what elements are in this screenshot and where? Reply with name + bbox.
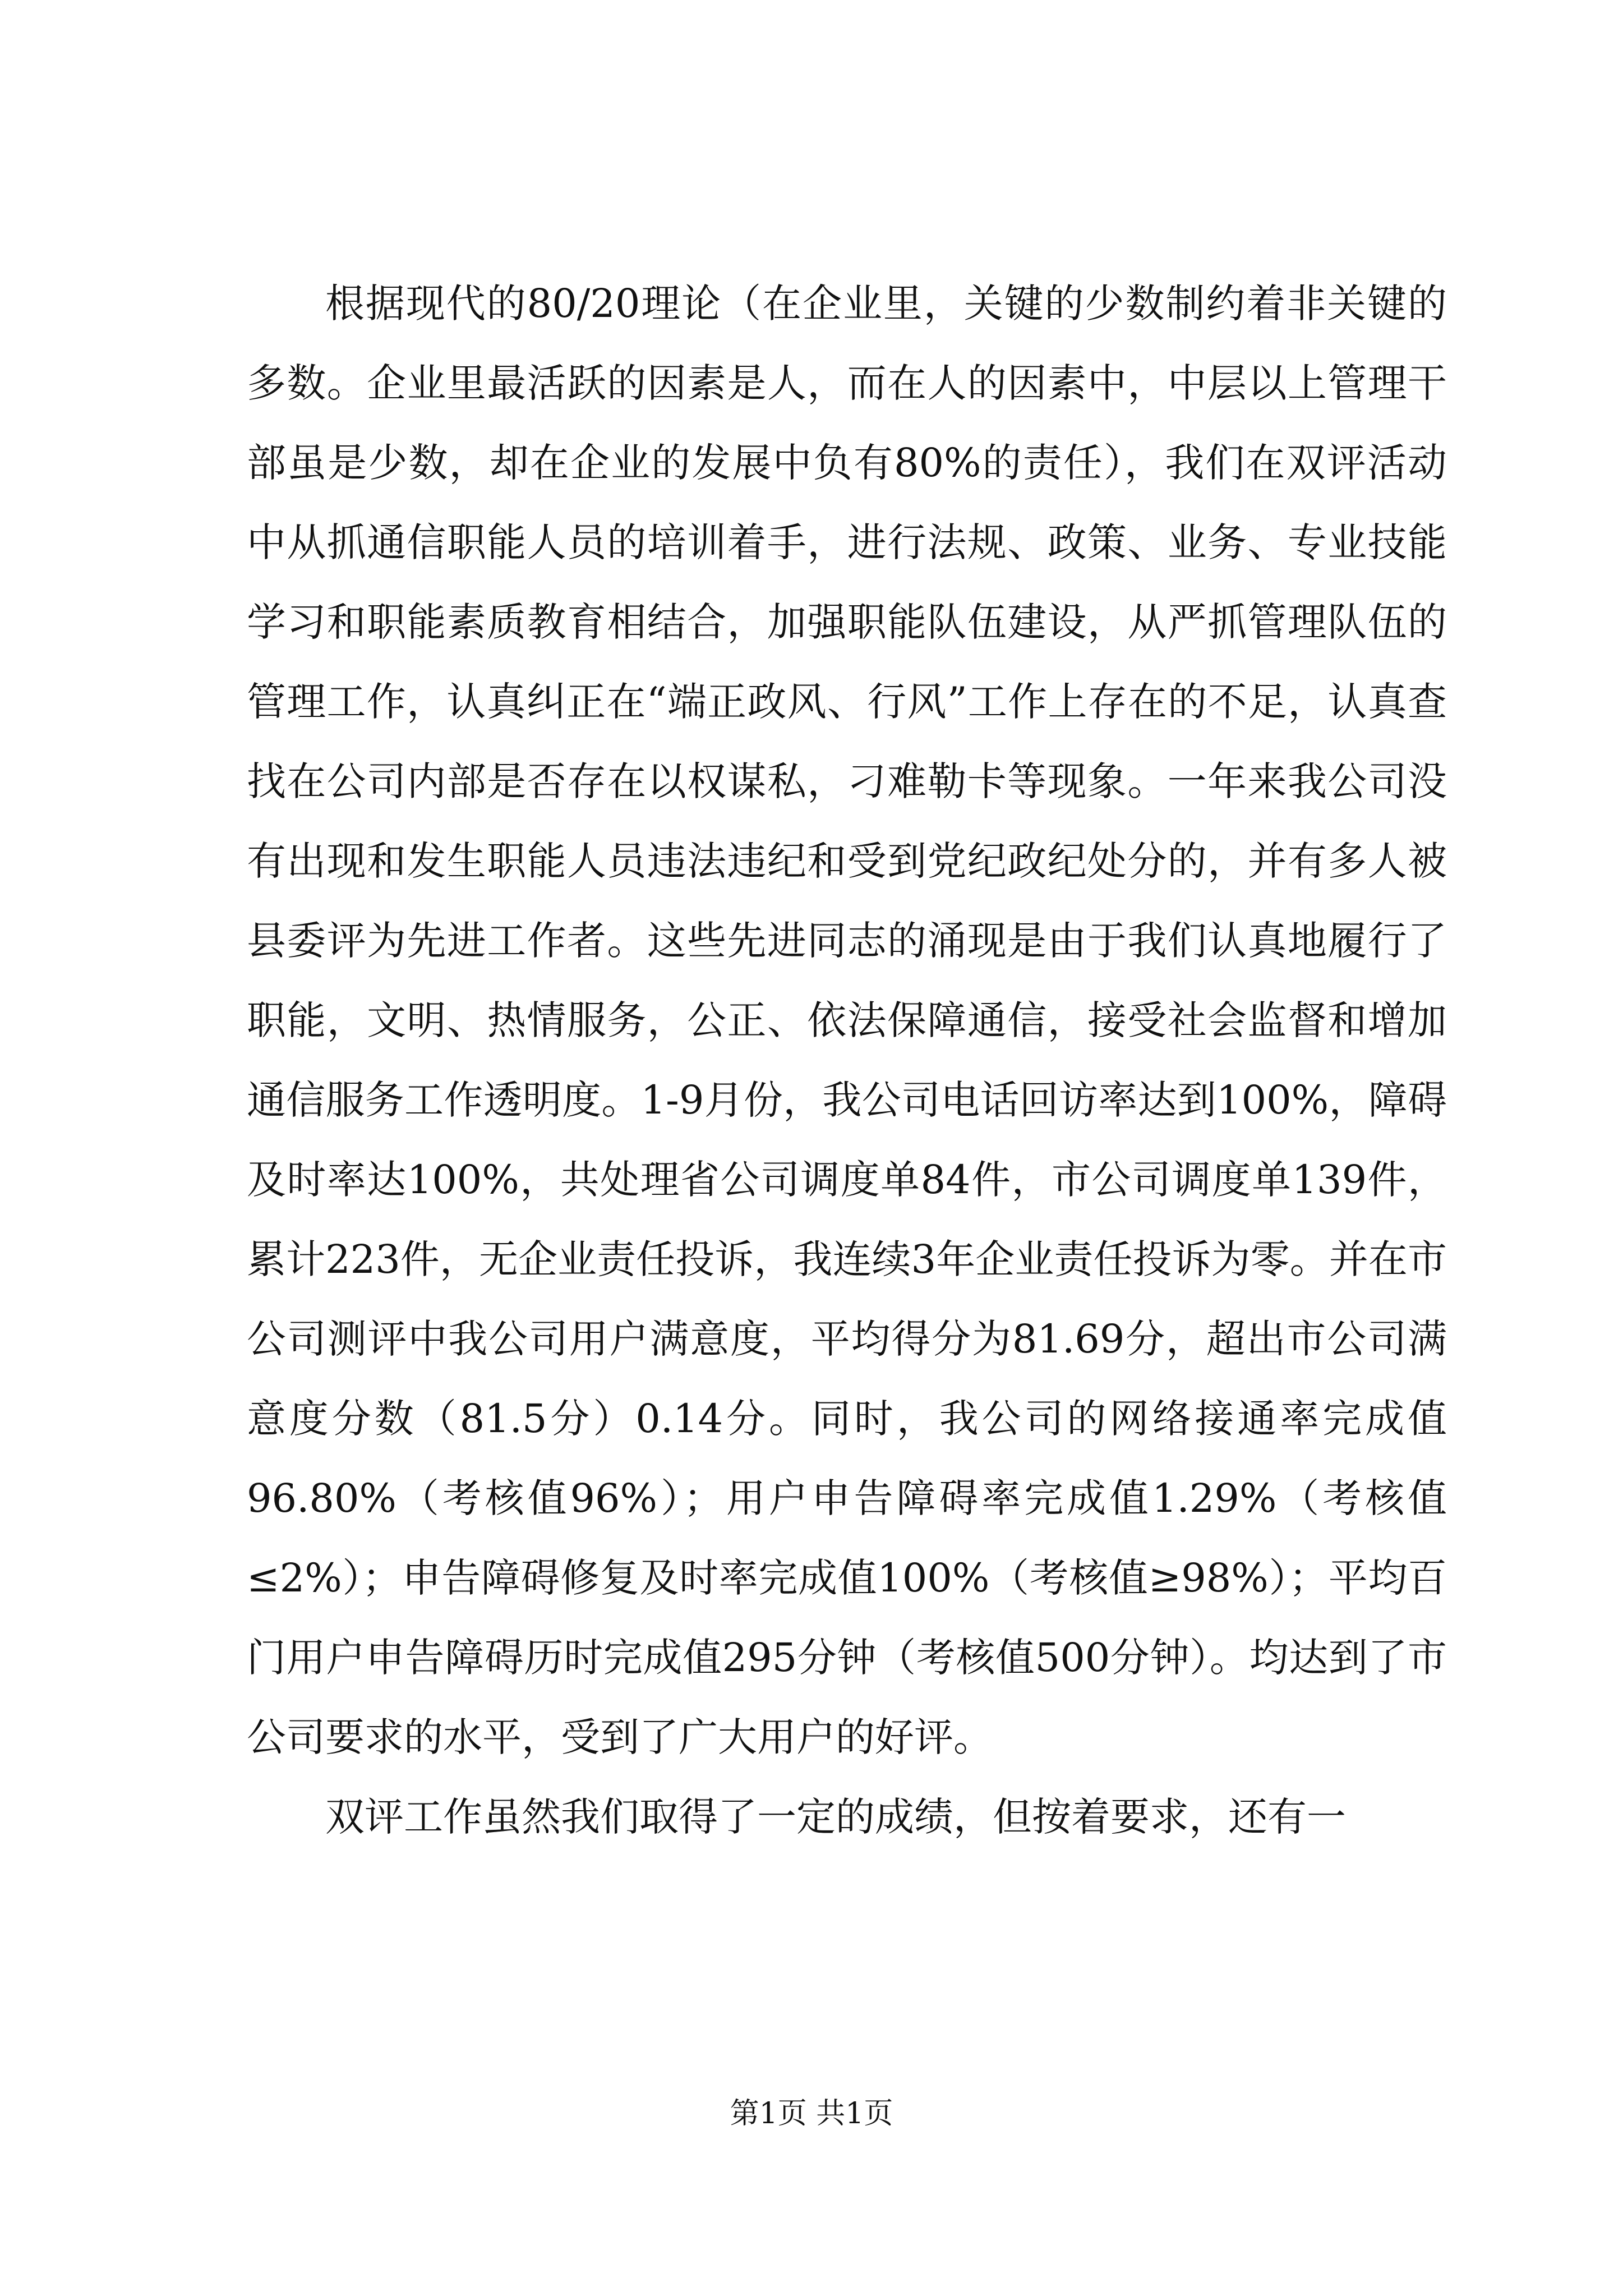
page-footer: 第1页 共1页 (730, 2097, 893, 2131)
document-body (247, 264, 1447, 1857)
paragraph-2: 双评工作虽然我们取得了一定的成绩，但按着要求，还有一 (325, 1794, 1346, 1840)
paragraph-1: 根据现代的80/20理论（在企业里，关键的少数制约着非关键的多数。企业里最活跃的因素是人，而在人的因素中，中层以上管理干部虽是少数，却在企业的发展中负有80%的责任），我们在双评活动中从抓通信职能人员的培训着手，进行法规、政策、业务、专业技能学习和职能素质教育相结合，加强职能队伍建设，从严抓管理队伍的管理工作，认真纠正在“端正政风、行风”工作上存在的不足，认真查找在公司内部是否存在以权谋私，刁难勒卡等现象。一年来我公司没有出现和发生职能人员违法违纪和受到党纪政纪处分的，并有多人被县委评为先进工作者。这些先进同志的涌现是由于我们认真地履行了职能，文明、热情服务，公正、依法保障通信，接受社会监督和增加通信服务工作透明度。1-9月份，我公司电话回访率达到100%，障碍及时率达100%，共处理省公司调度单84件，市公司调度单139件，累计223件，无企业责任投诉，我连续3年企业责任投诉为零。并在市公司测评中我公司用户满意度，平均得分为81.69分，超出市公司满意度分数（81.5分）0.14分。同时，我公司的网络接通率完成值96.80%（考核值96%）；用户申告障碍率完成值1.29%（考核值≤2%）；申告障碍修复及时率完成值100%（考核值≥98%）；平均百门用户申告障碍历时完成值295分钟（考核值500分钟）。均达到了市公司要求的水平，受到了广大用户的好评。 (247, 280, 1447, 1760)
